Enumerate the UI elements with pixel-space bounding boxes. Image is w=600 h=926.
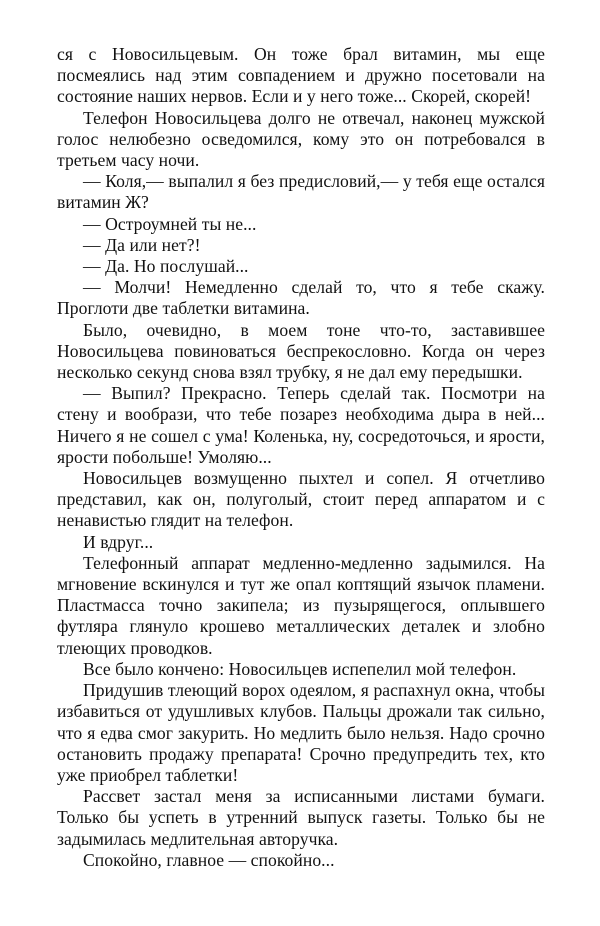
dialogue-line-5: — Молчи! Немедленно сделай то, что я тебе скажу. Проглоти две таблетки витамина. [57,277,545,319]
paragraph-8: Придушив тлеющий ворох одеялом, я распахнул окна, чтобы избавиться от удушливых клубов. Пальцы дрожали так сильно, что я едва смог закурить. Но медлить было нельзя. Надо срочно остановить продажу препарата! Срочно предупредить тех, кто уже приобрел таблетки! [57,680,545,785]
dialogue-line-1: — Коля,— выпалил я без предисловий,— у тебя еще остался витамин Ж? [57,171,545,213]
paragraph-3: Было, очевидно, в моем тоне что-то, заставившее Новосильцева повиноваться беспрекословно. Когда он через несколько секунд снова взял трубку, я не дал ему передышки. [57,319,545,383]
paragraph-6: Телефонный аппарат медленно-медленно задымился. На мгновение вскинулся и тут же опал коптящий язычок пламени. Пластмасса точно закипела; из пузырящегося, оплывшего футляра глянуло крошево металлических деталек и злобно тлеющих проводков. [57,552,545,658]
paragraph-1: ся с Новосильцевым. Он тоже брал витамин, мы еще посмеялись над этим совпадением и дружно посетовали на состояние наших нервов. Если и у него тоже... Скорей, скорей! [57,44,545,107]
paragraph-2: Телефон Новосильцева долго не отвечал, наконец мужской голос нелюбезно осведомился, кому это он потребовался в третьем часу ночи. [57,107,545,171]
dialogue-line-6: — Выпил? Прекрасно. Теперь сделай так. Посмотри на стену и вообрази, что тебе позарез необходима дыра в ней... Ничего я не сошел с ума! Коленька, ну, сосредоточься, и ярости, ярости побольше! Умоляю... [57,383,545,467]
paragraph-10: Спокойно, главное — спокойно... [83,849,335,870]
dialogue-line-4: — Да. Но послушай... [83,256,249,277]
dialogue-line-3: — Да или нет?! [83,234,201,255]
dialogue-line-2: — Остроумней ты не... [83,213,257,234]
paragraph-5: И вдруг... [83,531,154,552]
paragraph-4: Новосильцев возмущенно пыхтел и сопел. Я отчетливо представил, как он, полуголый, стоит перед аппаратом и с ненавистью глядит на телефон. [57,468,545,531]
book-page [57,44,545,871]
paragraph-7: Все было кончено: Новосильцев испепелил мой телефон. [83,658,517,679]
paragraph-9: Рассвет застал меня за исписанными листами бумаги. Только бы успеть в утренний выпуск газеты. Только бы не задымилась медлительная авторучка. [57,786,545,849]
